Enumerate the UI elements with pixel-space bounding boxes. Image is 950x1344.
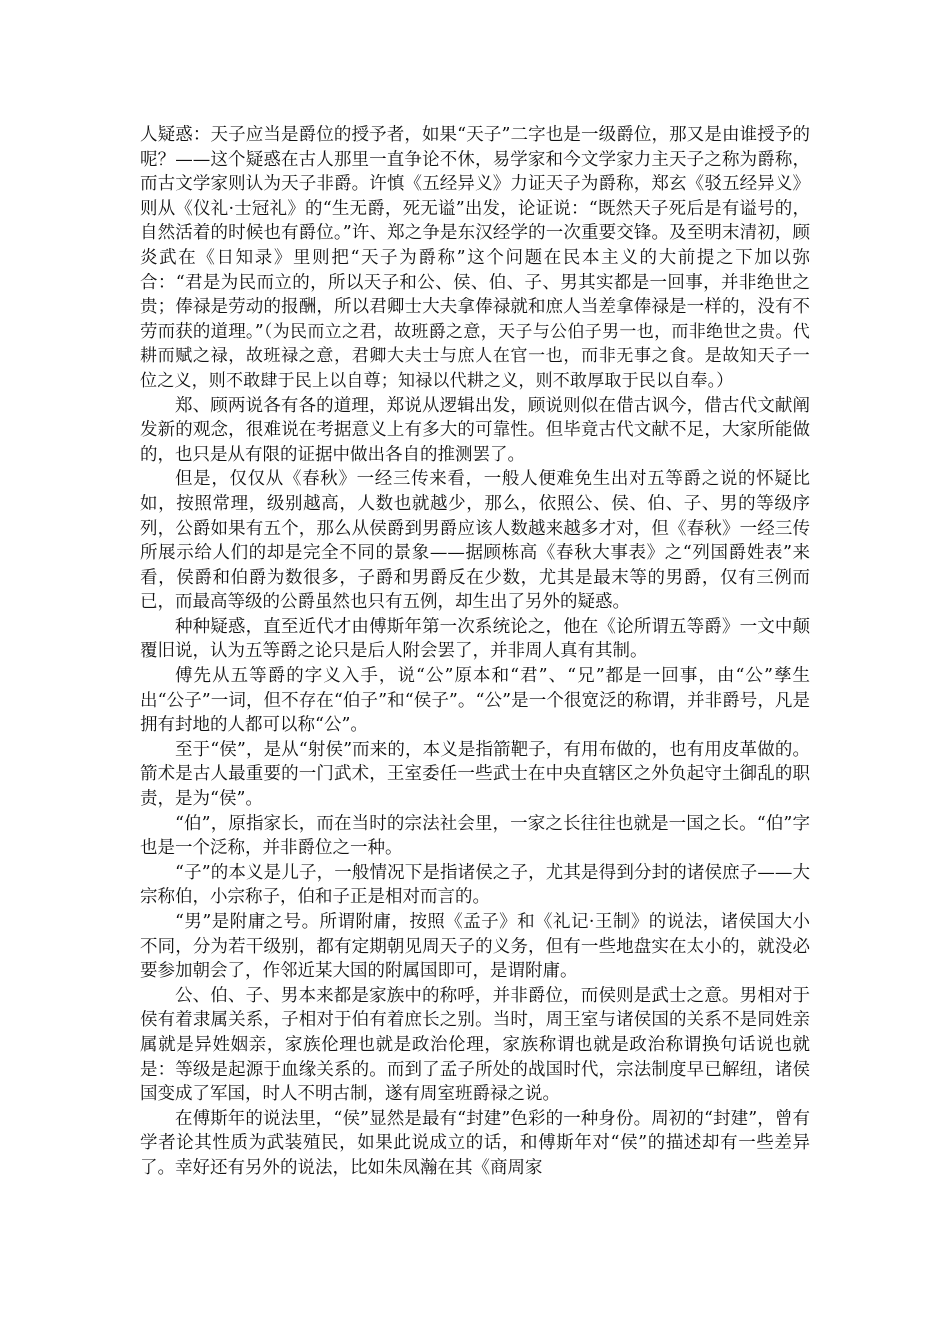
paragraph-7: “伯”，原指家长，而在当时的宗法社会里，一家之长往往也就是一国之长。“伯”字也是一个泛称，并非爵位之一种。 bbox=[140, 813, 810, 859]
paragraph-11: 在傅斯年的说法里，“侯”显然是最有“封建”色彩的一种身份。周初的“封建”，曾有学者论其性质为武装殖民，如果此说成立的话，和傅斯年对“侯”的描述却有一些差异了。幸好还有另外的说法，比如朱凤瀚在其《商周家 bbox=[140, 1108, 810, 1178]
paragraph-3: 但是，仅仅从《春秋》一经三传来看，一般人便难免生出对五等爵之说的怀疑比如，按照常理，级别越高，人数也就越少，那么，依照公、侯、伯、子、男的等级序列，公爵如果有五个，那么从侯爵到男爵应该人数越来越多才对，但《春秋》一经三传所展示给人们的却是完全不同的景象——据顾栋高《春秋大事表》之“列国爵姓表”来看，侯爵和伯爵为数很多，子爵和男爵反在少数，尤其是最末等的男爵，仅有三例而已，而最高等级的公爵虽然也只有五例，却生出了另外的疑惑。 bbox=[140, 469, 810, 613]
paragraph-6: 至于“侯”，是从“射侯”而来的，本义是指箭靶子，有用布做的，也有用皮革做的。箭术是古人最重要的一门武术，王室委任一些武士在中央直辖区之外负起守土御乱的职责，是为“侯”。 bbox=[140, 739, 810, 810]
paragraph-1 bbox=[140, 123, 810, 394]
paragraph-4: 种种疑惑，直至近代才由傅斯年第一次系统论之，他在《论所谓五等爵》一文中颠覆旧说，认为五等爵之论只是后人附会罢了，并非周人真有其制。 bbox=[140, 616, 810, 662]
paragraph-10: 公、伯、子、男本来都是家族中的称呼，并非爵位，而侯则是武士之意。男相对于侯有着隶属关系，子相对于伯有着庶长之别。当时，周王室与诸侯国的关系不是同姓亲属就是异姓姻亲，家族伦理也就是政治伦理，家族称谓也就是政治称谓换句话说也就是：等级是起源于血缘关系的。而到了孟子所处的战国时代，宗法制度早已解纽，诸侯国变成了军国，时人不明古制，遂有周室班爵禄之说。 bbox=[140, 985, 810, 1105]
paragraph-1-classical-quote: （为民而立之君，故班爵之意，天子与公伯子男一也，而非绝世之贵。代耕而赋之禄，故班禄之意，君卿大夫士与庶人在官一也，而非无事之食。是故知天子一位之义，则不敢肆于民上以自尊；知禄以代耕之义，则不敢厚取于民以自奉。） bbox=[140, 321, 810, 391]
paragraph-9: “男”是附庸之号。所谓附庸，按照《孟子》和《礼记·王制》的说法，诸侯国大小不同，分为若干级别，都有定期朝见周天子的义务，但有一些地盘实在太小的，就没必要参加朝会了，作邻近某大国的附属国即可，是谓附庸。 bbox=[140, 912, 810, 982]
paragraph-8: “子”的本义是儿子，一般情况下是指诸侯之子，尤其是得到分封的诸侯庶子——大宗称伯，小宗称子，伯和子正是相对而言的。 bbox=[140, 862, 810, 908]
paragraph-1-text: 人疑惑：天子应当是爵位的授予者，如果“天子”二字也是一级爵位，那又是由谁授予的呢？——这个疑惑在古人那里一直争论不休，易学家和今文学家力主天子之称为爵称，而古文学家则认为天子非爵。许慎《五经异义》力证天子为爵称，郑玄《驳五经异义》则从《仪礼·士冠礼》的“生无爵，死无谥”出发，论证说：“既然天子死后是有谥号的，自然活着的时候也有爵位。”许、郑之争是东汉经学的一次重要交锋。及至明末清初，顾炎武在《日知录》里则把“天子为爵称”这个问题在民本主义的大前提之下加以弥合：“君是为民而立的，所以天子和公、侯、伯、子、男其实都是一回事，并非绝世之贵；俸禄是劳动的报酬，所以君卿士大夫拿俸禄就和庶人当差拿俸禄是一样的，没有不劳而获的道理。” bbox=[140, 125, 810, 342]
document-page bbox=[140, 123, 810, 1181]
paragraph-5: 傅先从五等爵的字义入手，说“公”原本和“君”、“兄”都是一回事，由“公”孳生出“公子”一词，但不存在“伯子”和“侯子”。“公”是一个很宽泛的称谓，并非爵号，凡是拥有封地的人都可以称“公”。 bbox=[140, 666, 810, 736]
paragraph-2: 郑、顾两说各有各的道理，郑说从逻辑出发，顾说则似在借古讽今，借古代文献阐发新的观念，很难说在考据意义上有多大的可靠性。但毕竟古代文献不足，大家所能做的，也只是从有限的证据中做出各自的推测罢了。 bbox=[140, 395, 810, 465]
